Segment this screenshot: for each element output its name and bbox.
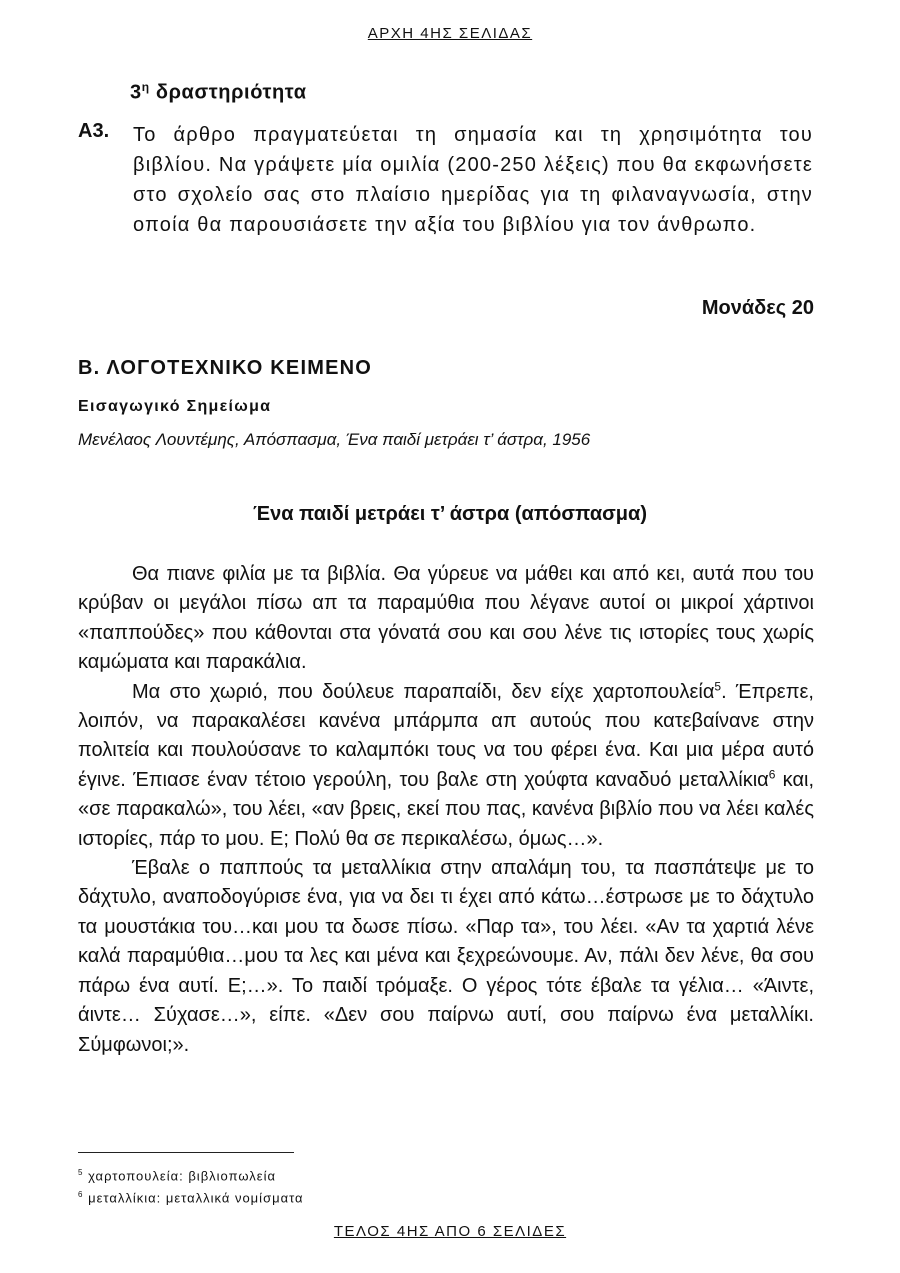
page-header-text: ΑΡΧΗ 4ΗΣ ΣΕΛΙΔΑΣ xyxy=(367,25,533,42)
page-footer xyxy=(0,1223,900,1240)
footnote-ref-6: 6 xyxy=(768,767,776,782)
intro-note-label: Εισαγωγικό Σημείωμα xyxy=(78,398,272,415)
footnote-divider xyxy=(78,1152,294,1153)
points-label: Μονάδες 20 xyxy=(701,297,814,319)
footnote xyxy=(78,1163,304,1185)
activity-number-suffix: η xyxy=(141,80,150,94)
task-a3 xyxy=(78,120,813,240)
paragraph-2-part-3: και, «σε παρακαλώ», του λέει, «αν βρεις, εκεί που πας, κανένα βιβλίο που να λέει καλές ιστορίες, πάρ το μου. Ε; Πολύ θα σε περικαλέσω, όμως…». xyxy=(78,768,815,850)
excerpt-title: Ένα παιδί μετράει τ’ άστρα (απόσπασμα) xyxy=(253,503,647,525)
paragraph-1: Θα πιανε φιλία με τα βιβλία. Θα γύρευε να μάθει και από κει, αυτά που του κρύβαν οι μεγάλοι πίσω απ τα παραμύθια που λέγανε αυτοί οι μικροί χάρτινοι «παππούδες» που κάθονται στα γόνατά σου και σου λένε τις ιστορίες τους χωρίς καμώματα και παρακάλια. xyxy=(78,563,814,674)
footnote xyxy=(78,1185,304,1207)
paragraph-2-part-2: . Έπρεπε, λοιπόν, να παρακαλέσει κανένα μπάρμπα απ αυτούς που κατεβαίνανε στην πολιτεία και πουλούσανε το καλαμπόκι τους να του φέρει ένα. Και μια μέρα αυτό έγινε. Έπιασε έναν τέτοιο γερούλη, του βαλε στη χούφτα καναδυό μεταλλίκια xyxy=(78,680,814,791)
task-label: Α3. xyxy=(78,120,110,142)
activity-heading xyxy=(130,80,307,105)
footnote-mark: 5 xyxy=(78,1168,84,1177)
activity-number: 3 xyxy=(130,81,142,104)
paragraph-2-part-1: Μα στο χωριό, που δούλευε παραπαίδι, δεν είχε χαρτοπουλεία xyxy=(132,680,715,703)
footnote-ref-5: 5 xyxy=(714,678,722,693)
excerpt-body xyxy=(78,560,814,1060)
footnote-text: μεταλλίκια: μεταλλικά νομίσματα xyxy=(88,1190,304,1206)
footnote-text: χαρτοπουλεία: βιβλιοπωλεία xyxy=(88,1168,276,1184)
section-title: Β. ΛΟΓΟΤΕΧΝΙΚΟ ΚΕΙΜΕΝΟ xyxy=(78,357,373,379)
page-header xyxy=(0,25,900,42)
source-citation: Μενέλαος Λουντέμης, Απόσπασμα, Ένα παιδί μετράει τ’ άστρα, 1956 xyxy=(78,430,591,449)
paragraph-3: Έβαλε ο παππούς τα μεταλλίκια στην απαλάμη του, τα πασπάτεψε με το δάχτυλο, αναποδογύρισε ένα, για να δει τι έχει από κάτω…έστρωσε με το δάχτυλο τα μουστάκια του…και μου τα δωσε πίσω. «Παρ τα», του λέει. «Αν τα χαρτιά λένε καλά παραμύθια…μου τα λες και μένα και ξεχρεώνουμε. Αν, πάλι δεν λένε, θα σου πάρω ένα αυτί. Ε;…». Το παιδί τρόμαξε. Ο γέρος τότε έβαλε τα γέλια… «Άιντε, άιντε… Σύχασε…», είπε. «Δεν σου παίρνω αυτί, σου παίρνω ένα μεταλλίκι. Σύμφωνοι;». xyxy=(78,857,814,1056)
footnote-mark: 6 xyxy=(78,1190,84,1200)
page-footer-text: ΤΕΛΟΣ 4ΗΣ ΑΠΟ 6 ΣΕΛΙΔΕΣ xyxy=(333,1223,567,1240)
footnotes xyxy=(78,1163,304,1208)
task-text: Το άρθρο πραγματεύεται τη σημασία και τη χρησιμότητα του βιβλίου. Να γράψετε μία ομιλία (200-250 λέξεις) που θα εκφωνήσετε στο σχολείο σας στο πλαίσιο ημερίδας για τη φιλαναγνωσία, στην οποία θα παρουσιάσετε την αξία του βιβλίου για τον άνθρωπο. xyxy=(133,124,813,236)
activity-title: δραστηριότητα xyxy=(155,81,307,104)
paragraph-2 xyxy=(78,678,814,854)
